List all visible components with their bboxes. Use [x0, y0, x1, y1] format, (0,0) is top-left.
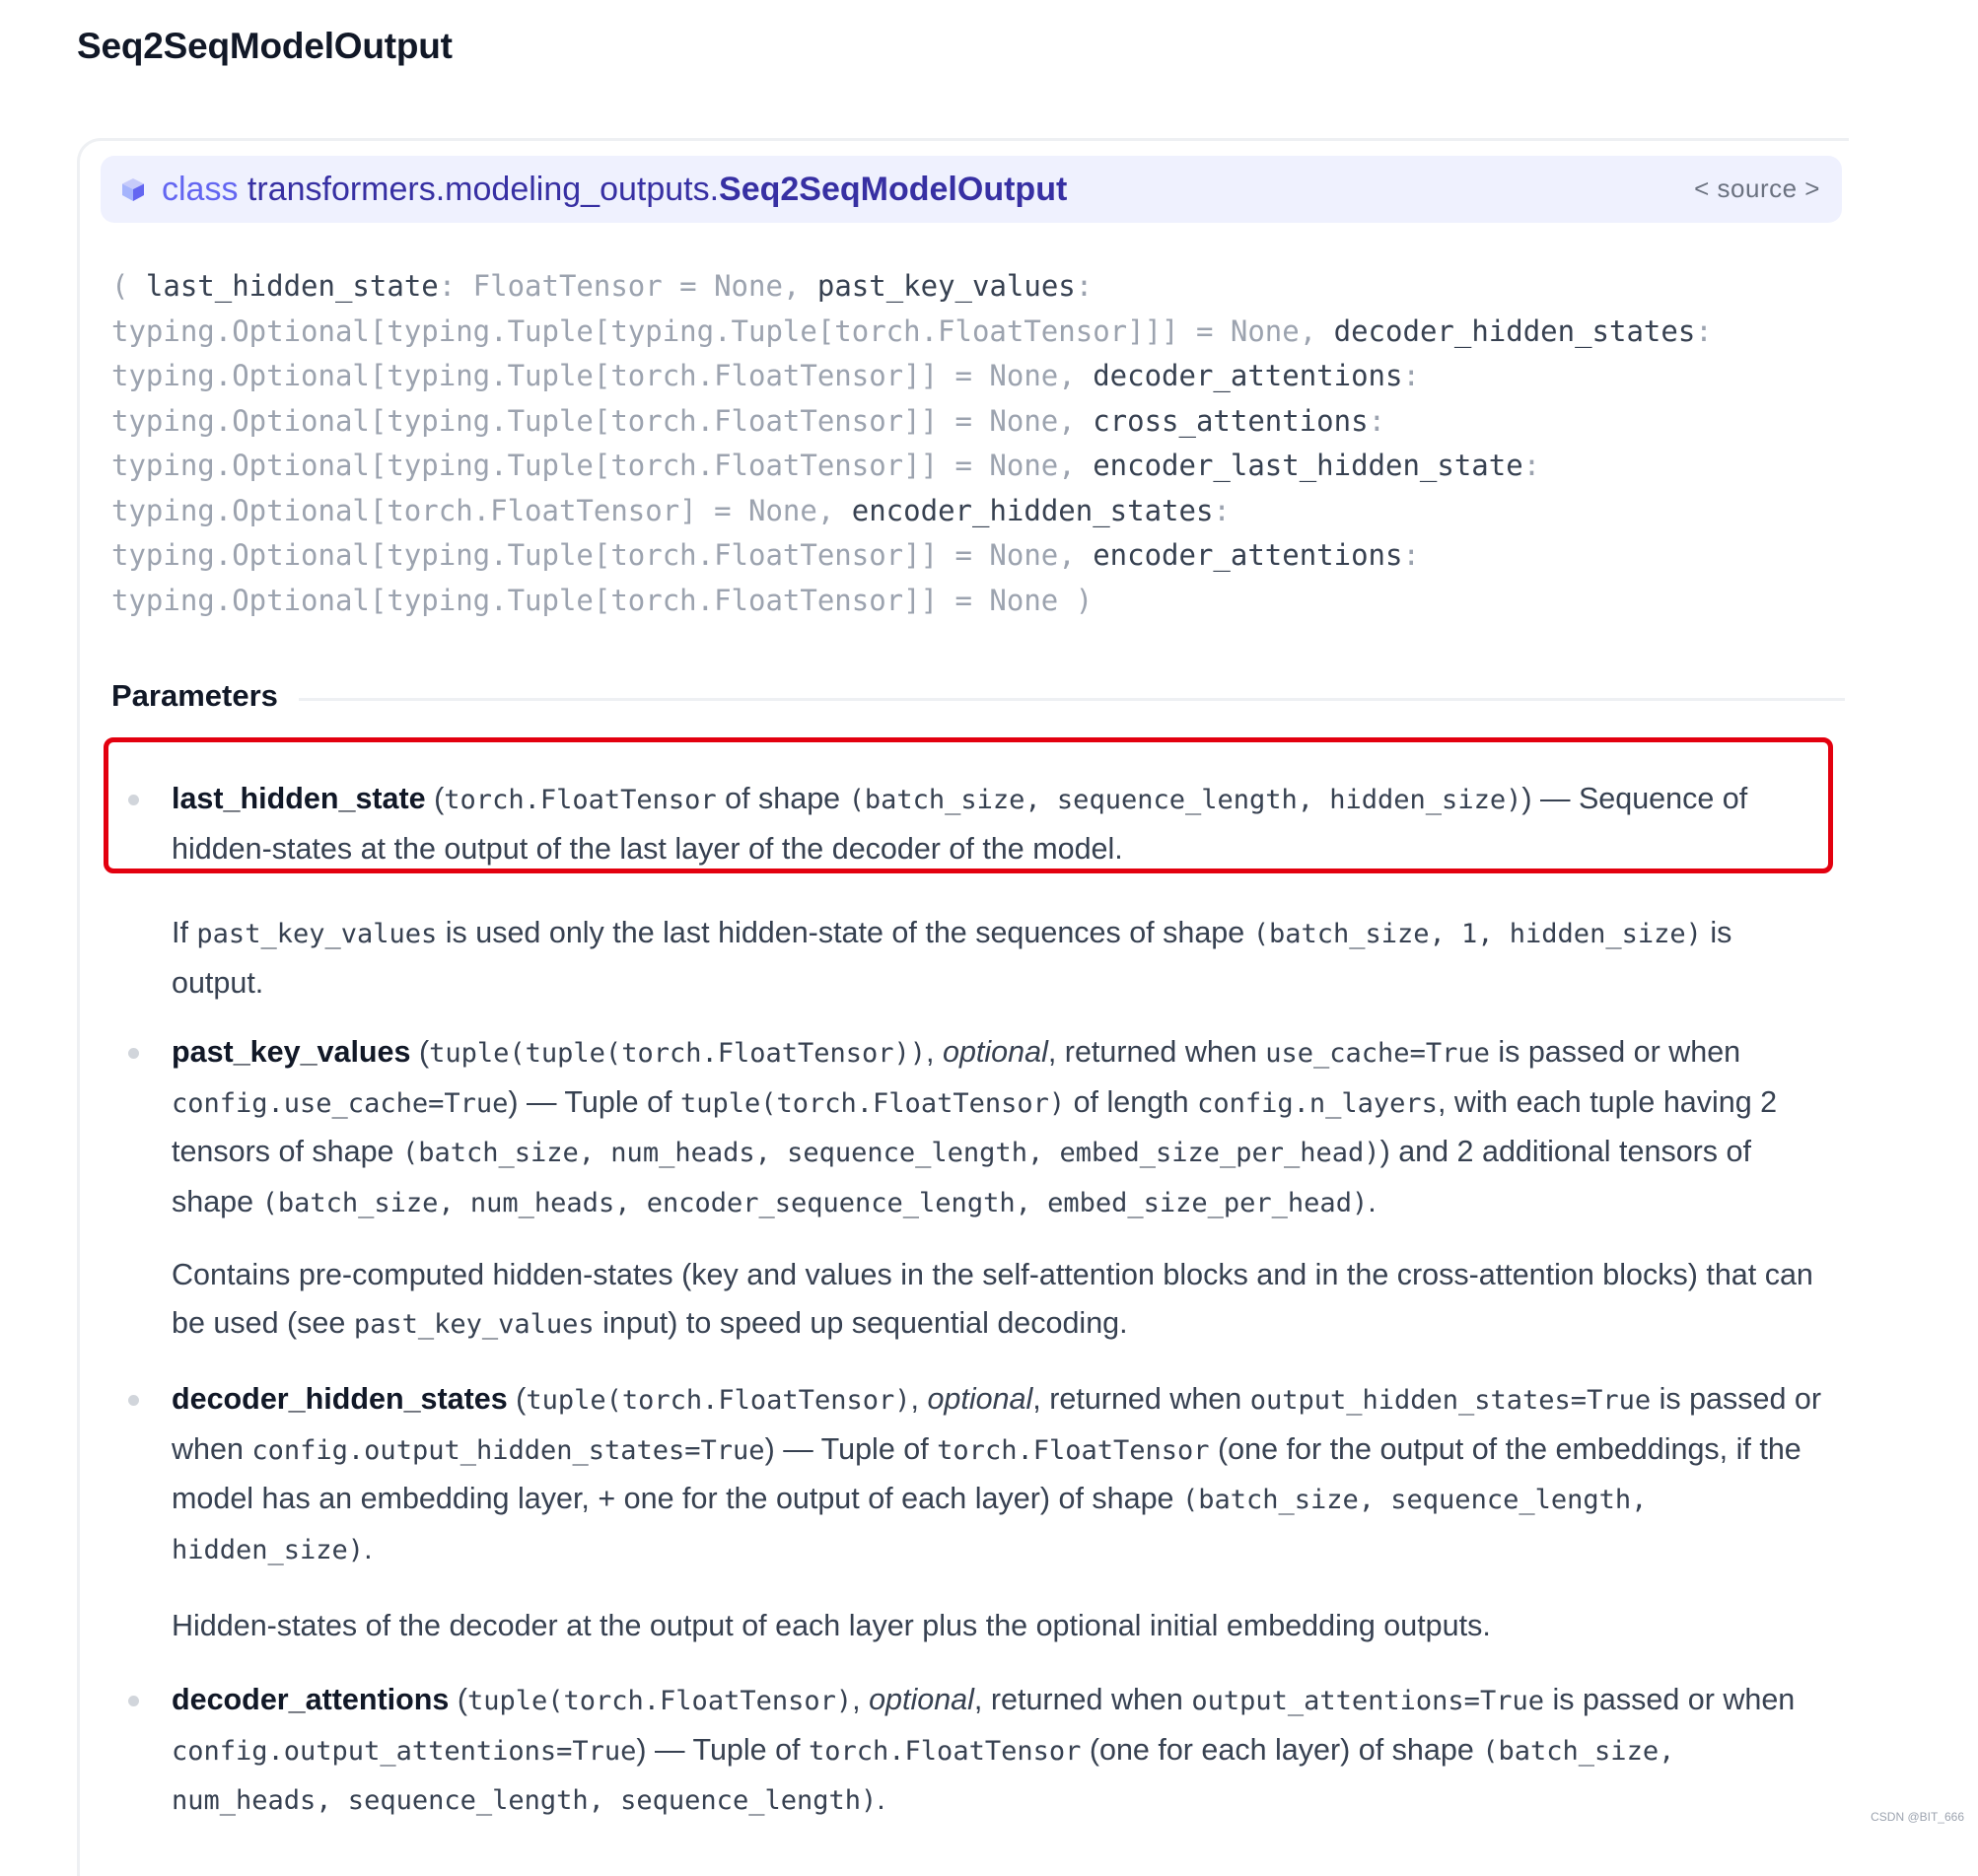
sig-param-type: typing.Optional[torch.FloatTensor] = None [111, 493, 817, 527]
optional-label: optional [943, 1035, 1048, 1069]
bullet [128, 1696, 139, 1706]
param-code: (batch_size, num_heads, sequence_length, sequence_length) [172, 1735, 1675, 1816]
sig-param-type: typing.Optional[typing.Tuple[torch.FloatTensor]] = None [111, 403, 1059, 438]
param-code: torch.FloatTensor [809, 1735, 1082, 1767]
param-text: (one for each layer) of shape [1081, 1732, 1483, 1767]
sig-close: ) [1058, 583, 1094, 617]
param-name[interactable]: last_hidden_state [172, 782, 426, 815]
sig-param-name: past_key_values [816, 269, 1076, 303]
parameters-heading: Parameters [111, 678, 278, 713]
class-header [101, 156, 1842, 223]
param-text: ( [507, 1382, 527, 1416]
param-note [172, 909, 1828, 1007]
param-text: , [910, 1382, 928, 1416]
param-code: torch.FloatTensor [937, 1434, 1210, 1466]
param-type: tuple(torch.FloatTensor) [466, 1686, 853, 1716]
optional-label: optional [869, 1683, 974, 1716]
param-text: (one for the output of the embeddings, if the model has an embedding layer, + one for the output of each layer) of shape [172, 1431, 1801, 1515]
divider [299, 698, 1845, 701]
bullet [128, 795, 139, 805]
watermark: CSDN @BIT_666 [1871, 1810, 1964, 1824]
param-text: , [926, 1035, 943, 1069]
param-desc: ) — Sequence of hidden-states at the output of the last layer of the decoder of the model. [172, 782, 1748, 866]
sig-open: ( [111, 269, 146, 303]
param-code: (batch_size, sequence_length, hidden_size) [172, 1485, 1648, 1565]
param-text: is passed or when [1543, 1683, 1796, 1716]
sig-param-type: typing.Optional[typing.Tuple[torch.FloatTensor]] = None [111, 583, 1059, 617]
param-name[interactable]: decoder_attentions [172, 1683, 450, 1716]
sig-param-name: decoder_hidden_states [1333, 313, 1696, 348]
bullet [128, 1048, 139, 1059]
note-code: past_key_values [353, 1308, 595, 1340]
param-text: ) — Tuple of [764, 1431, 938, 1466]
param-code: config.n_layers [1197, 1087, 1438, 1119]
page-title: Seq2SeqModelOutput [77, 26, 453, 66]
sig-param-name: decoder_attentions [1093, 359, 1403, 392]
signature: ( last_hidden_state: FloatTensor = None, past_key_values: typing.Optional[typing.Tuple[typing.Tuple[torch.FloatTensor]]] = None, decoder_hidden_states: typing.Optional[typing.Tuple[torch.FloatTensor]] = None, decoder_attentions: typing.Optional[typing.Tuple[torch.FloatTensor]] = None, cross_attentions: typing.Optional[typing.Tuple[torch.FloatTensor]] = None, encoder_last_hidden_state: typing.Optional[torch.FloatTensor] = None, encoder_hidden_states: typing.Optional[typing.Tuple[torch.FloatTensor]] = None, encoder_attentions: typing.Optional[typing.Tuple[torch.FloatTensor]] = None ) [111, 269, 1713, 617]
param-decoder-attentions [172, 1676, 1828, 1826]
param-text: of length [1065, 1084, 1198, 1119]
class-signature [162, 171, 1067, 209]
param-code: (batch_size, num_heads, encoder_sequence_length, embed_size_per_head) [261, 1187, 1369, 1218]
param-decoder-hidden-states [172, 1375, 1828, 1574]
param-text: of shape [716, 782, 849, 815]
bullet [128, 1395, 139, 1406]
param-past-key-values [172, 1028, 1828, 1227]
param-shape: (batch_size, sequence_length, hidden_size) [848, 785, 1522, 815]
param-code: tuple(torch.FloatTensor) [679, 1087, 1066, 1119]
note-text: input) to speed up sequential decoding. [594, 1305, 1128, 1340]
param-code: use_cache=True [1265, 1038, 1490, 1069]
sig-param-type: typing.Optional[typing.Tuple[typing.Tuple[torch.FloatTensor]]] = None [111, 313, 1300, 348]
param-text: ( [410, 1035, 430, 1069]
param-text: ( [425, 782, 445, 815]
param-name[interactable]: decoder_hidden_states [172, 1382, 508, 1416]
param-text: . [364, 1531, 373, 1565]
param-text: , returned when [973, 1683, 1192, 1716]
sig-param-name: encoder_last_hidden_state [1093, 449, 1523, 482]
param-type: torch.FloatTensor [444, 785, 717, 815]
class-name[interactable]: Seq2SeqModelOutput [719, 170, 1068, 208]
param-note [172, 1251, 1828, 1349]
sig-param-type: typing.Optional[typing.Tuple[torch.FloatTensor]] = None [111, 449, 1059, 482]
source-link[interactable]: < source > [1694, 174, 1820, 203]
note-text: If [172, 916, 197, 949]
param-text: . [1368, 1184, 1377, 1218]
param-code: output_hidden_states=True [1249, 1385, 1652, 1416]
sig-param-name: cross_attentions [1093, 403, 1369, 438]
sig-param-type: FloatTensor = None [472, 269, 783, 303]
note-text: Contains pre-computed hidden-states (key and values in the self-attention blocks and in the cross-attention blocks) that can be used (see [172, 1258, 1813, 1340]
param-last-hidden-state [172, 775, 1828, 872]
note-code: past_key_values [196, 919, 438, 949]
param-code: config.output_attentions=True [172, 1735, 637, 1767]
param-text: , [852, 1683, 870, 1716]
param-text: , with each tuple having 2 tensors of shape [172, 1084, 1778, 1168]
sig-param-name: encoder_hidden_states [851, 493, 1214, 527]
param-code: config.output_hidden_states=True [251, 1434, 765, 1466]
sig-param-type: typing.Optional[typing.Tuple[torch.FloatTensor]] = None [111, 359, 1059, 392]
sig-param-type: typing.Optional[typing.Tuple[torch.FloatTensor]] = None [111, 538, 1059, 572]
param-type: tuple(torch.FloatTensor) [526, 1385, 911, 1416]
note-text: is output. [172, 916, 1732, 1000]
optional-label: optional [927, 1382, 1033, 1416]
note-code: (batch_size, 1, hidden_size) [1252, 919, 1702, 949]
param-text: is passed or when [172, 1382, 1822, 1466]
param-code: (batch_size, num_heads, sequence_length, embed_size_per_head) [401, 1138, 1380, 1168]
sig-param-name: last_hidden_state [145, 269, 439, 303]
param-code: config.use_cache=True [172, 1087, 509, 1119]
param-code: output_attentions=True [1191, 1686, 1544, 1716]
note-text: is used only the last hidden-state of the sequences of shape [437, 916, 1253, 949]
param-text: , returned when [1032, 1382, 1250, 1416]
param-note: Hidden-states of the decoder at the output of each layer plus the optional initial embedding outputs. [172, 1609, 1491, 1642]
param-text: ) — Tuple of [508, 1084, 680, 1119]
class-keyword: class [162, 170, 239, 208]
cube-icon [120, 176, 146, 202]
param-text: ) and 2 additional tensors of shape [172, 1135, 1751, 1218]
module-path[interactable]: transformers.modeling_outputs. [247, 170, 720, 208]
param-text: is passed or when [1489, 1035, 1741, 1069]
param-type: tuple(tuple(torch.FloatTensor)) [429, 1038, 927, 1069]
param-text: ) — Tuple of [636, 1732, 810, 1767]
sig-param-name: encoder_attentions [1093, 538, 1403, 572]
param-name[interactable]: past_key_values [172, 1035, 411, 1069]
param-text: , returned when [1047, 1035, 1266, 1069]
param-text: . [877, 1782, 885, 1816]
param-text: ( [449, 1683, 467, 1716]
